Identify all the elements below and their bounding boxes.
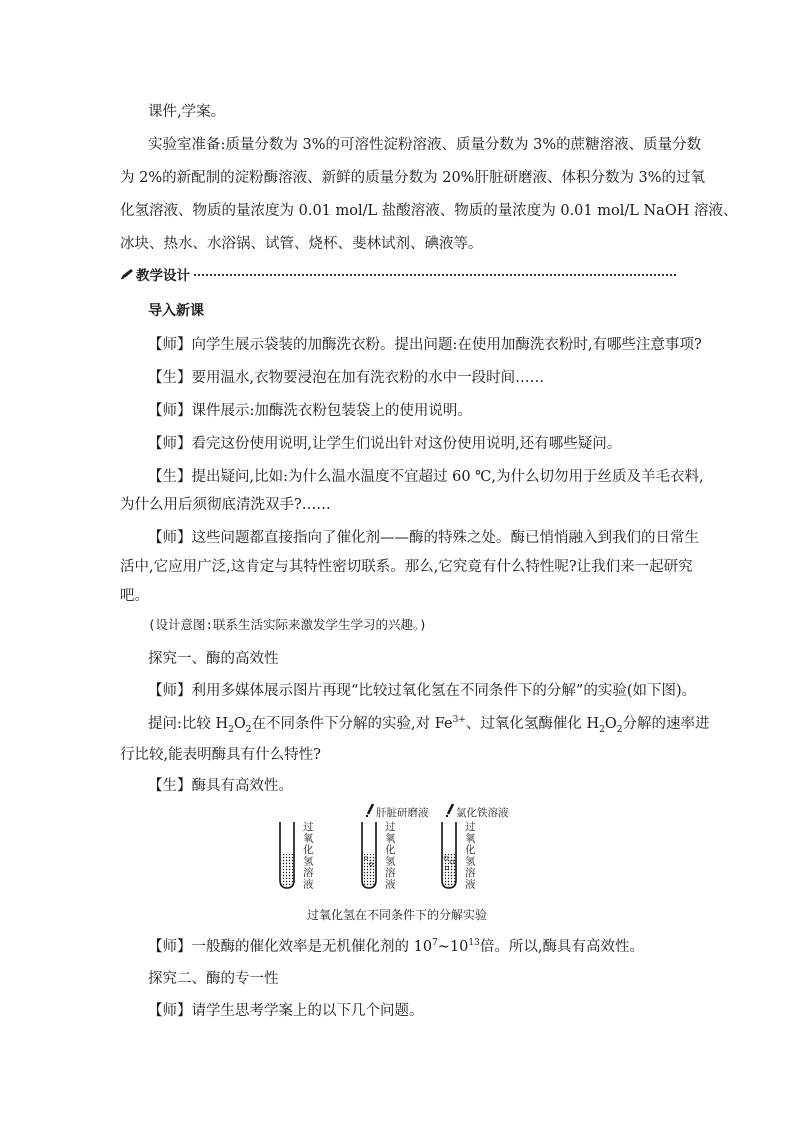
text-line: 【师】一般酶的催化效率是无机催化剂的 $10^7\sim 10^{13}$倍。所以,酶具有高效性。: [148, 938, 644, 955]
text-line: 为什么用后须彻底清洗双手?……: [120, 497, 331, 513]
text-line: 行比较,能表明酶具有什么特性?: [120, 747, 321, 763]
tube-label-char: 溶: [303, 867, 314, 879]
text-line: 【生】酶具有高效性。: [148, 778, 293, 794]
section-header: [120, 264, 676, 284]
tube-label-char: 氧: [303, 832, 314, 845]
tube-label: [385, 820, 396, 891]
tube-label-char: 溶: [465, 867, 476, 879]
section-title: [120, 264, 190, 284]
tube-label: [303, 820, 314, 891]
tube-label: [465, 820, 476, 891]
subheading: 探究二、酶的专一性: [148, 971, 279, 987]
text-line: 【师】看完这份使用说明,让学生们说出针对这份使用说明,还有哪些疑问。: [148, 436, 622, 452]
subheading: 探究一、酶的高效性: [148, 651, 279, 667]
tube-label-char: 氧: [385, 832, 396, 845]
text-line: 实验室准备:质量分数为 3%的可溶性淀粉溶液、质量分数为 3%的蔗糖溶液、质量分数: [148, 137, 702, 153]
label-liver: 肝脏研磨液: [376, 807, 429, 819]
text-line: 【师】向学生展示袋装的加酶洗衣粉。提出问题:在使用加酶洗衣粉时,有哪些注意事项?: [148, 337, 702, 353]
text-line: 【师】课件展示:加酶洗衣粉包装袋上的使用说明。: [148, 403, 472, 419]
test-tube: [442, 822, 456, 888]
text-line: 【生】要用温水,衣物要浸泡在加有洗衣粉的水中一段时间……: [148, 370, 545, 386]
tube-label-char: 液: [465, 878, 476, 891]
dropper-icon: [366, 804, 373, 817]
tube-label-char: 化: [465, 844, 476, 856]
tube-label-char: 氢: [303, 855, 314, 868]
text-line: 【师】利用多媒体展示图片再现“比较过氧化氢在不同条件下的分解”的实验(如下图)。: [148, 683, 697, 699]
text-line: 活中,它应用广泛,这肯定与其特性密切联系。那么,它究竟有什么特性呢?让我们来一起研究: [120, 559, 693, 575]
text-line: 【生】提出疑问,比如:为什么温水温度不宜超过 60 ℃,为什么切勿用于丝质及羊毛衣料,: [148, 469, 704, 485]
pen-icon: [120, 268, 134, 284]
tube-label-char: 溶: [385, 867, 396, 879]
text-line: 为 2%的新配制的淀粉酶溶液、新鲜的质量分数为 20%肝脏研磨液、体积分数为 3%的过氧: [120, 170, 706, 186]
text-line: 吧。: [120, 588, 149, 604]
tube-label-char: 氢: [385, 855, 396, 868]
text-line: 课件,学案。: [148, 104, 226, 120]
tube-label-char: 化: [303, 844, 314, 856]
tube-label-char: 过: [385, 821, 396, 833]
text-line: 【师】这些问题都直接指向了催化剂——酶的特殊之处。酶已悄悄融入到我们的日常生: [148, 530, 699, 546]
section-title-text: 教学设计: [136, 268, 190, 284]
label-fecl3: 氯化铁溶液: [456, 807, 509, 819]
test-tube: [280, 822, 294, 888]
design-note: (设计意图:联系生活实际来激发学生学习的兴趣。): [148, 617, 427, 632]
figure-caption: 过氧化氢在不同条件下的分解实验: [306, 908, 487, 922]
text-line: 冰块、热水、水浴锅、试管、烧杯、斐林试剂、碘液等。: [120, 236, 483, 252]
tube-label-char: 液: [303, 878, 314, 891]
text-line: 提问:比较 $H_2O_2$在不同条件下分解的实验,对 $Fe^{3+}$、过氧化氢酶催化 $H_2O_2$分解的速率进: [148, 715, 710, 735]
tube-label-char: 过: [465, 821, 476, 833]
test-tube-figure: [270, 802, 530, 894]
tube-label-char: 氧: [465, 832, 476, 845]
tube-label-char: 过: [303, 821, 314, 833]
dropper-icon: [446, 804, 453, 817]
text-line: 【师】请学生思考学案上的以下几个问题。: [148, 1003, 424, 1019]
section-divider: [194, 274, 676, 276]
text-line: 化氢溶液、物质的量浓度为 0.01 mol/L 盐酸溶液、物质的量浓度为 0.01 mol/L NaOH 溶液、: [120, 203, 738, 219]
tube-label-char: 液: [385, 878, 396, 891]
tube-label-char: 氢: [465, 855, 476, 868]
subheading: 导入新课: [148, 303, 204, 319]
test-tube: [362, 822, 376, 888]
tube-label-char: 化: [385, 844, 396, 856]
